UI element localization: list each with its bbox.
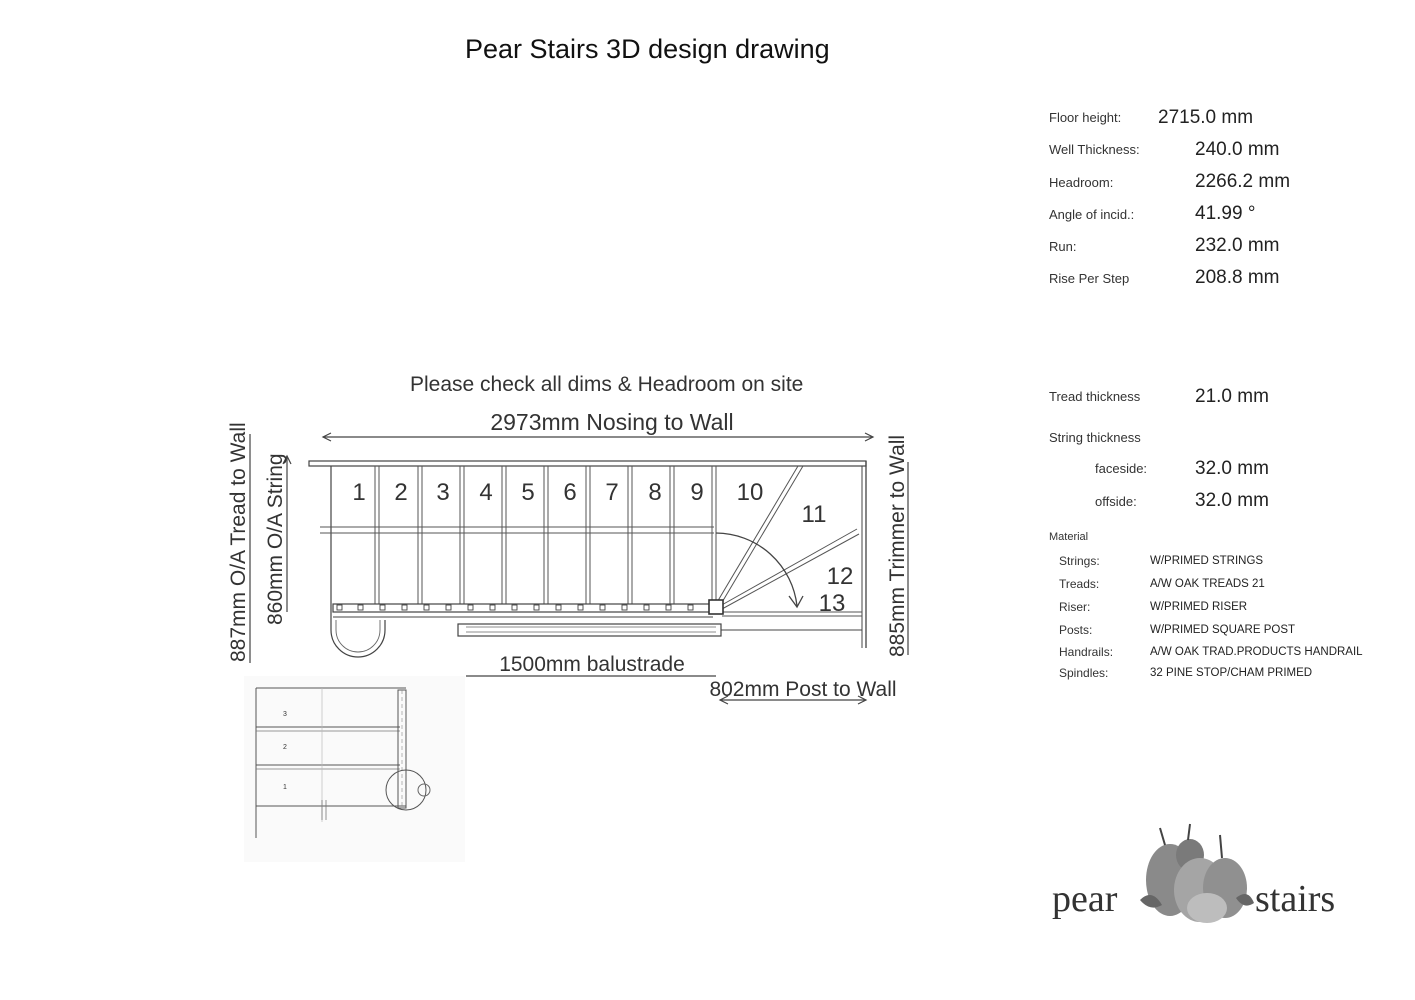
material-label-handrails: Handrails: <box>1059 645 1114 659</box>
spec-value-well-thickness: 240.0 mm <box>1195 139 1280 160</box>
logo-word-stairs: stairs <box>1255 878 1336 920</box>
tread-lines <box>375 466 716 604</box>
step-number: 6 <box>563 479 577 506</box>
spec-label-floor-height: Floor height: <box>1049 110 1122 125</box>
newel-post <box>709 600 723 614</box>
top-string <box>309 461 866 466</box>
material-heading: Material <box>1049 531 1089 543</box>
nosing-to-wall-label: 2973mm Nosing to Wall <box>490 409 734 435</box>
material-label-strings: Strings: <box>1059 554 1100 568</box>
spec-value-tread-thickness: 21.0 mm <box>1195 386 1269 407</box>
material-label-riser: Riser: <box>1059 600 1091 614</box>
material-value-spindles: 32 PINE STOP/CHAM PRIMED <box>1150 667 1313 679</box>
logo-word-pear: pear <box>1052 878 1118 920</box>
material-value-handrails: A/W OAK TRAD.PRODUCTS HANDRAIL <box>1150 646 1363 658</box>
material-value-posts: W/PRIMED SQUARE POST <box>1150 624 1296 636</box>
post-to-wall-label: 802mm Post to Wall <box>709 678 897 701</box>
step-number: 10 <box>736 479 764 506</box>
spec-value-floor-height: 2715.0 mm <box>1158 107 1254 128</box>
inset-step-number: 2 <box>283 744 287 751</box>
spec-label-faceside: faceside: <box>1095 461 1148 476</box>
pear-logo-icon <box>1140 824 1254 923</box>
curtail-step-inner <box>336 620 380 652</box>
spindle-marks <box>337 605 693 610</box>
material-value-riser: W/PRIMED RISER <box>1150 601 1248 613</box>
material-label-posts: Posts: <box>1059 623 1093 637</box>
step-number: 4 <box>479 479 493 506</box>
step-number: 1 <box>352 479 366 506</box>
step-number: 11 <box>801 501 827 528</box>
step-number: 8 <box>648 479 662 506</box>
spec-value-headroom: 2266.2 mm <box>1195 171 1291 192</box>
spec-label-string-thickness: String thickness <box>1049 430 1141 445</box>
spec-value-faceside: 32.0 mm <box>1195 458 1269 479</box>
step-number: 7 <box>605 479 619 506</box>
spec-label-well-thickness: Well Thickness: <box>1049 142 1140 157</box>
step-number: 13 <box>818 590 846 617</box>
page-title: Pear Stairs 3D design drawing <box>465 34 830 64</box>
step-number: 2 <box>394 479 408 506</box>
inset-step-number: 3 <box>283 711 287 718</box>
inset-detail-view <box>244 676 465 862</box>
spec-label-tread-thickness: Tread thickness <box>1049 389 1141 404</box>
material-label-spindles: Spindles: <box>1059 666 1109 680</box>
spec-value-run: 232.0 mm <box>1195 235 1280 256</box>
spec-label-offside: offside: <box>1095 494 1137 509</box>
curtail-step <box>331 620 385 657</box>
spec-label-rise-per-step: Rise Per Step <box>1049 271 1130 286</box>
material-value-strings: W/PRIMED STRINGS <box>1150 555 1264 567</box>
spec-label-headroom: Headroom: <box>1049 175 1114 190</box>
step-number: 5 <box>521 479 535 506</box>
material-value-treads: A/W OAK TREADS 21 <box>1150 578 1265 590</box>
balustrade-string <box>333 604 713 612</box>
material-label-treads: Treads: <box>1059 577 1100 591</box>
site-check-note: Please check all dims & Headroom on site <box>410 373 804 396</box>
step-number: 12 <box>826 563 854 590</box>
oa-string-label: 860mm O/A String <box>264 453 287 625</box>
spec-value-angle: 41.99 ° <box>1195 203 1256 224</box>
lower-balustrade <box>458 624 721 636</box>
spec-label-run: Run: <box>1049 239 1077 254</box>
oa-tread-to-wall-label: 887mm O/A Tread to Wall <box>227 422 250 662</box>
inset-step-number: 1 <box>283 784 287 791</box>
spec-label-angle: Angle of incid.: <box>1049 207 1135 222</box>
step-number: 9 <box>690 479 704 506</box>
trimmer-to-wall-label: 885mm Trimmer to Wall <box>886 434 909 657</box>
step-number: 3 <box>436 479 450 506</box>
balustrade-label: 1500mm balustrade <box>499 653 685 676</box>
spec-value-offside: 32.0 mm <box>1195 490 1269 511</box>
spec-value-rise-per-step: 208.8 mm <box>1195 267 1280 288</box>
